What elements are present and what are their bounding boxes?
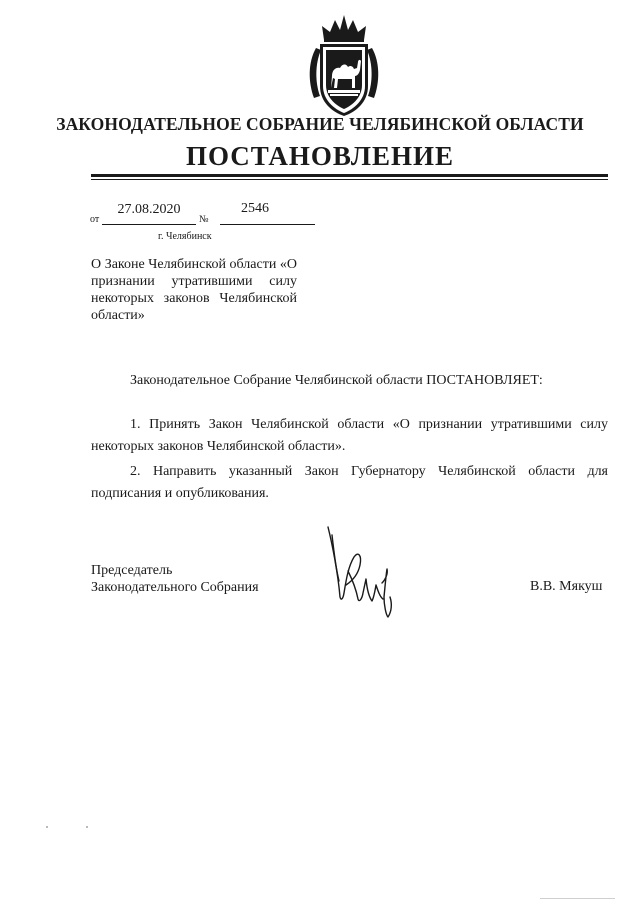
date-prefix-label: от [90, 214, 100, 225]
city-label: г. Челябинск [158, 231, 212, 242]
chelyabinsk-coat-of-arms-icon [302, 12, 386, 118]
signer-name: В.В. Мякуш [530, 579, 603, 594]
date-underline [102, 224, 196, 225]
handwritten-signature-icon [322, 523, 402, 619]
header-rule-thick [91, 174, 608, 177]
document-date: 27.08.2020 [117, 202, 181, 217]
organization-title: ЗАКОНОДАТЕЛЬНОЕ СОБРАНИЕ ЧЕЛЯБИНСКОЙ ОБЛАСТИ [56, 114, 584, 134]
signer-title-line2: Законодательного Собрания [91, 580, 259, 595]
scan-edge-line [540, 898, 615, 899]
preamble-text: Законодательное Собрание Челябинской области ПОСТАНОВЛЯЕТ: [130, 373, 543, 388]
number-label: № [199, 214, 209, 225]
signer-title [91, 562, 259, 596]
scan-speck [86, 826, 88, 828]
number-underline [220, 224, 315, 225]
resolution-item-1: 1. Принять Закон Челябинской области «О признании утратившими силу некоторых законов Челябинской области». [91, 417, 608, 454]
scan-speck [46, 826, 48, 828]
header-rule-thin [91, 179, 608, 180]
signer-title-line1: Председатель [91, 563, 173, 578]
document-number: 2546 [241, 201, 269, 216]
resolution-item-2: 2. Направить указанный Закон Губернатору Челябинской области для подписания и опубликования. [91, 464, 608, 501]
document-subject: О Законе Челябинской области «О признании утратившими силу некоторых законов Челябинской области» [91, 257, 297, 323]
document-type-title: ПОСТАНОВЛЕНИЕ [185, 141, 455, 171]
